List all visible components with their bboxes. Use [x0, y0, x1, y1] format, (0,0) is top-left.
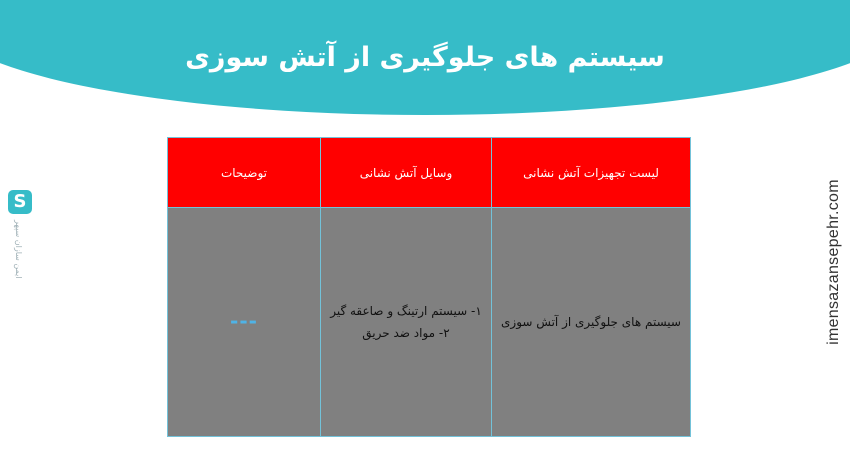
cell-equipment: سیستم های جلوگیری از آتش سوزی	[492, 208, 691, 437]
equipment-table	[167, 137, 691, 437]
site-watermark: imensazansepehr.com	[825, 179, 842, 345]
logo-text: ایمن سازان سپهر	[14, 220, 23, 279]
header-fire-tools: وسایل آتش نشانی	[321, 138, 492, 208]
cell-tools	[321, 208, 492, 437]
description-placeholder: ---	[230, 308, 258, 333]
table-row	[168, 208, 691, 437]
header-description: توضیحات	[168, 138, 321, 208]
tool-item: ۱- سیستم ارتینگ و صاعقه گیر	[330, 304, 482, 318]
table-header-row	[168, 138, 691, 208]
page-title: سیستم های جلوگیری از آتش سوزی	[185, 42, 665, 73]
header-equipment-list: لیست تجهیزات آتش نشانی	[492, 138, 691, 208]
logo-mark-icon: S	[8, 190, 32, 214]
cell-description	[168, 208, 321, 437]
brand-logo	[7, 190, 37, 279]
tool-item: ۲- مواد ضد حریق	[362, 326, 450, 340]
